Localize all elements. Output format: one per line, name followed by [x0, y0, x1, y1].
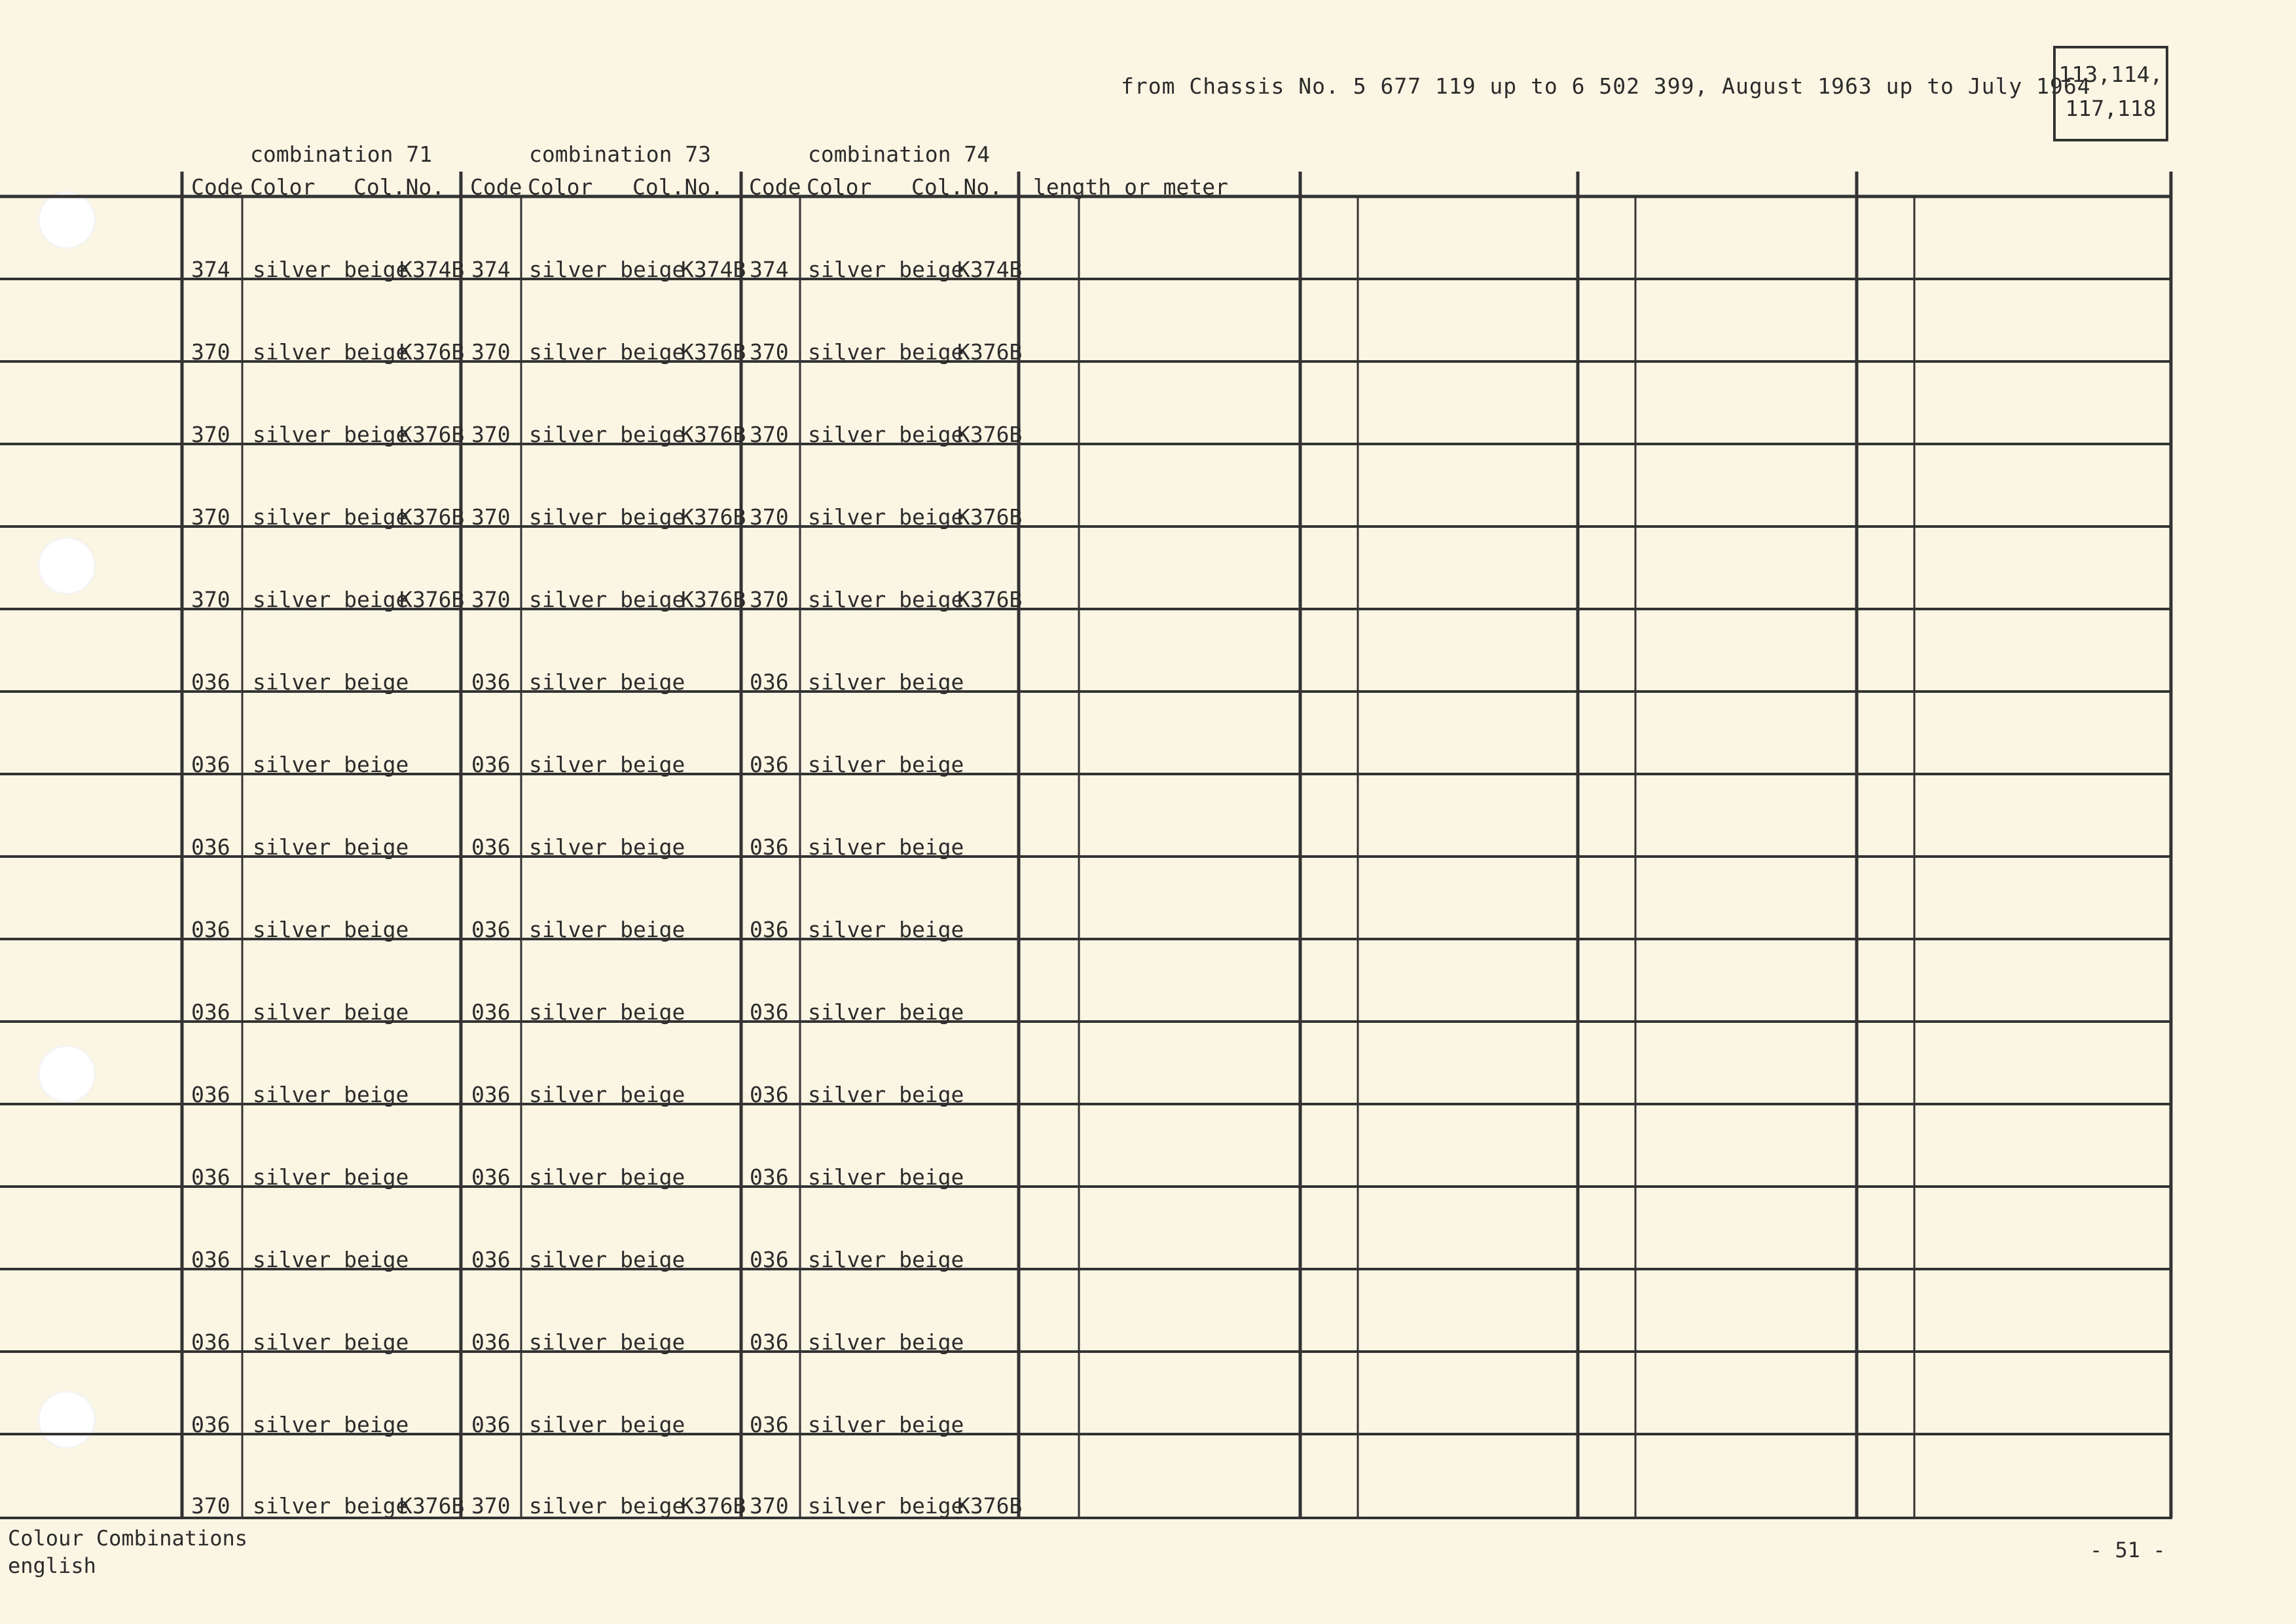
row-5-combination-2-color: silver beige [529, 587, 685, 612]
row-9-combination-1-color: silver beige [253, 917, 409, 942]
row-5-combination-3-col-no: K376B [957, 587, 1023, 612]
row-6-combination-1-code: 036 [191, 669, 230, 695]
code-header: Code [749, 174, 801, 200]
color-header: Color [250, 174, 316, 200]
row-6-combination-1-color: silver beige [253, 669, 409, 695]
row-4-combination-2-code: 370 [471, 504, 511, 530]
row-15-combination-1-code: 036 [191, 1412, 230, 1437]
color-header: Color [807, 174, 872, 200]
row-6-combination-2-color: silver beige [529, 669, 685, 695]
row-4-combination-3-col-no: K376B [957, 504, 1023, 530]
row-3-combination-3-code: 370 [750, 422, 789, 447]
row-16-combination-1-color: silver beige [253, 1493, 409, 1519]
row-10-combination-1-code: 036 [191, 999, 230, 1025]
row-4-combination-1-col-no: K376B [399, 504, 465, 530]
row-1-combination-2-code: 374 [471, 257, 511, 282]
row-9-combination-2-code: 036 [471, 917, 511, 942]
row-3-combination-1-code: 370 [191, 422, 230, 447]
row-15-combination-3-code: 036 [750, 1412, 789, 1437]
combination-73-label: combination 73 [529, 141, 712, 167]
row-14-combination-2-code: 036 [471, 1329, 511, 1355]
row-3-combination-3-color: silver beige [808, 422, 964, 447]
row-14-combination-3-color: silver beige [808, 1329, 964, 1355]
row-16-combination-1-code: 370 [191, 1493, 230, 1519]
row-9-combination-2-color: silver beige [529, 917, 685, 942]
row-2-combination-1-col-no: K376B [399, 339, 465, 365]
row-13-combination-1-color: silver beige [253, 1247, 409, 1272]
row-10-combination-2-code: 036 [471, 999, 511, 1025]
row-8-combination-2-color: silver beige [529, 834, 685, 860]
row-1-combination-2-color: silver beige [529, 257, 685, 282]
row-2-combination-3-color: silver beige [808, 339, 964, 365]
row-3-combination-3-col-no: K376B [957, 422, 1023, 447]
row-16-combination-3-col-no: K376B [957, 1493, 1023, 1519]
row-4-combination-1-color: silver beige [253, 504, 409, 530]
row-14-combination-1-code: 036 [191, 1329, 230, 1355]
row-16-combination-3-code: 370 [750, 1493, 789, 1519]
row-1-combination-2-col-no: K374B [681, 257, 746, 282]
row-9-combination-3-color: silver beige [808, 917, 964, 942]
code-header: Code [191, 174, 244, 200]
row-2-combination-2-color: silver beige [529, 339, 685, 365]
row-2-combination-2-code: 370 [471, 339, 511, 365]
row-10-combination-3-code: 036 [750, 999, 789, 1025]
row-8-combination-3-color: silver beige [808, 834, 964, 860]
model-numbers-line-1: 113,114, [2058, 62, 2163, 87]
row-11-combination-3-color: silver beige [808, 1082, 964, 1107]
row-6-combination-3-color: silver beige [808, 669, 964, 695]
row-11-combination-1-code: 036 [191, 1082, 230, 1107]
col-no-header: Col.No. [911, 174, 1003, 200]
row-7-combination-1-code: 036 [191, 752, 230, 777]
row-12-combination-2-color: silver beige [529, 1164, 685, 1190]
row-10-combination-3-color: silver beige [808, 999, 964, 1025]
col-no-header: Col.No. [354, 174, 445, 200]
row-2-combination-2-col-no: K376B [681, 339, 746, 365]
row-9-combination-3-code: 036 [750, 917, 789, 942]
model-numbers-line-2: 117,118 [2065, 96, 2157, 121]
row-5-combination-2-code: 370 [471, 587, 511, 612]
row-8-combination-1-color: silver beige [253, 834, 409, 860]
row-16-combination-1-col-no: K376B [399, 1493, 465, 1519]
row-16-combination-2-code: 370 [471, 1493, 511, 1519]
row-3-combination-2-code: 370 [471, 422, 511, 447]
row-1-combination-1-code: 374 [191, 257, 230, 282]
row-10-combination-2-color: silver beige [529, 999, 685, 1025]
row-7-combination-2-code: 036 [471, 752, 511, 777]
row-3-combination-2-col-no: K376B [681, 422, 746, 447]
row-8-combination-3-code: 036 [750, 834, 789, 860]
row-5-combination-3-code: 370 [750, 587, 789, 612]
row-14-combination-2-color: silver beige [529, 1329, 685, 1355]
row-16-combination-2-color: silver beige [529, 1493, 685, 1519]
row-1-combination-3-col-no: K374B [957, 257, 1023, 282]
row-6-combination-3-code: 036 [750, 669, 789, 695]
row-4-combination-3-color: silver beige [808, 504, 964, 530]
row-4-combination-3-code: 370 [750, 504, 789, 530]
row-8-combination-1-code: 036 [191, 834, 230, 860]
row-14-combination-1-color: silver beige [253, 1329, 409, 1355]
row-2-combination-1-code: 370 [191, 339, 230, 365]
row-9-combination-1-code: 036 [191, 917, 230, 942]
row-7-combination-3-code: 036 [750, 752, 789, 777]
color-header: Color [528, 174, 593, 200]
combination-74-label: combination 74 [808, 141, 991, 167]
chassis-range-heading: from Chassis No. 5 677 119 up to 6 502 399, August 1963 up to July 1964 [1121, 73, 2091, 99]
row-6-combination-2-code: 036 [471, 669, 511, 695]
row-8-combination-2-code: 036 [471, 834, 511, 860]
row-11-combination-2-code: 036 [471, 1082, 511, 1107]
row-3-combination-1-col-no: K376B [399, 422, 465, 447]
combination-71-label: combination 71 [250, 141, 433, 167]
row-5-combination-1-color: silver beige [253, 587, 409, 612]
row-5-combination-1-code: 370 [191, 587, 230, 612]
row-3-combination-2-color: silver beige [529, 422, 685, 447]
footer-language: english [8, 1553, 96, 1578]
row-12-combination-3-code: 036 [750, 1164, 789, 1190]
row-5-combination-1-col-no: K376B [399, 587, 465, 612]
row-15-combination-2-code: 036 [471, 1412, 511, 1437]
col-no-header: Col.No. [632, 174, 724, 200]
row-13-combination-3-code: 036 [750, 1247, 789, 1272]
row-7-combination-3-color: silver beige [808, 752, 964, 777]
row-11-combination-2-color: silver beige [529, 1082, 685, 1107]
row-12-combination-2-code: 036 [471, 1164, 511, 1190]
row-3-combination-1-color: silver beige [253, 422, 409, 447]
row-16-combination-3-color: silver beige [808, 1493, 964, 1519]
row-12-combination-1-code: 036 [191, 1164, 230, 1190]
row-2-combination-3-code: 370 [750, 339, 789, 365]
row-2-combination-1-color: silver beige [253, 339, 409, 365]
row-1-combination-1-color: silver beige [253, 257, 409, 282]
row-2-combination-3-col-no: K376B [957, 339, 1023, 365]
row-10-combination-1-color: silver beige [253, 999, 409, 1025]
row-11-combination-1-color: silver beige [253, 1082, 409, 1107]
code-header: Code [470, 174, 522, 200]
page-number: - 51 - [2090, 1538, 2166, 1562]
row-1-combination-1-col-no: K374B [399, 257, 465, 282]
row-13-combination-2-color: silver beige [529, 1247, 685, 1272]
row-12-combination-3-color: silver beige [808, 1164, 964, 1190]
row-4-combination-1-code: 370 [191, 504, 230, 530]
row-7-combination-1-color: silver beige [253, 752, 409, 777]
row-4-combination-2-color: silver beige [529, 504, 685, 530]
row-15-combination-1-color: silver beige [253, 1412, 409, 1437]
row-5-combination-3-color: silver beige [808, 587, 964, 612]
row-11-combination-3-code: 036 [750, 1082, 789, 1107]
row-13-combination-1-code: 036 [191, 1247, 230, 1272]
footer-title: Colour Combinations [8, 1526, 248, 1551]
row-13-combination-2-code: 036 [471, 1247, 511, 1272]
row-15-combination-2-color: silver beige [529, 1412, 685, 1437]
row-14-combination-3-code: 036 [750, 1329, 789, 1355]
row-15-combination-3-color: silver beige [808, 1412, 964, 1437]
row-13-combination-3-color: silver beige [808, 1247, 964, 1272]
row-1-combination-3-code: 374 [750, 257, 789, 282]
row-7-combination-2-color: silver beige [529, 752, 685, 777]
row-5-combination-2-col-no: K376B [681, 587, 746, 612]
row-12-combination-1-color: silver beige [253, 1164, 409, 1190]
length-header: length or meter [1033, 174, 1229, 200]
row-1-combination-3-color: silver beige [808, 257, 964, 282]
row-4-combination-2-col-no: K376B [681, 504, 746, 530]
row-16-combination-2-col-no: K376B [681, 1493, 746, 1519]
